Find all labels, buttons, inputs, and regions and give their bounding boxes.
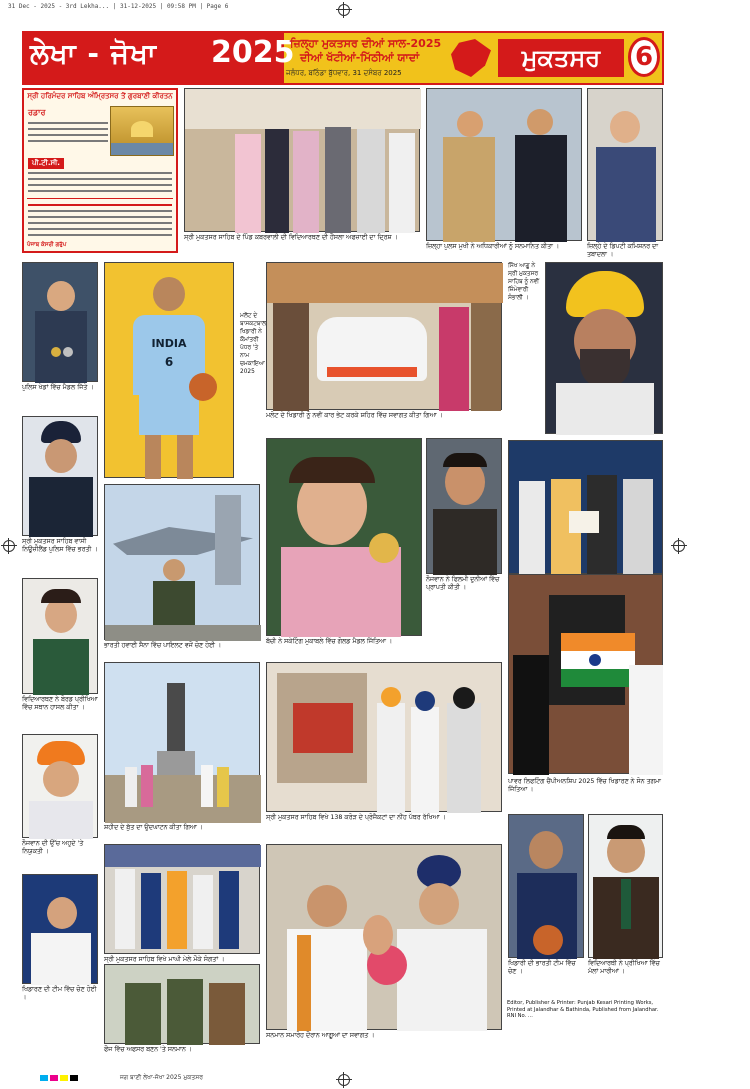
photo-maghi-mela-gathering [104,844,260,954]
photo-nz-police-officer [22,416,98,536]
page-footer: ਜਗ ਬਾਣੀ ਲੇਖਾ-ਜੋਖਾ 2025 ਮੁਕਤਸਰ [120,1074,203,1081]
ad-text-line [28,234,172,236]
caption: ਨੌਜਵਾਨ ਨੇ ਫਿਲਮੀ ਦੁਨੀਆਂ ਵਿੱਚ ਪ੍ਰਾਪਤੀ ਕੀਤੀ । [426,576,500,592]
district-name: ਮੁਕਤਸਰ [498,39,624,77]
caption: ਪੁਲਿਸ ਖੇਡਾਂ ਵਿੱਚ ਮੈਡਲ ਜਿੱਤੇ । [22,384,94,391]
caption: ਨੌਜਵਾਨ ਦੀ ਉੱਚ ਅਹੁਦੇ 'ਤੇ ਨਿਯੁਕਤੀ । [22,840,84,856]
caption: ਮਲੋਟ ਦੇ ਖਿਡਾਰੀ ਨੂੰ ਨਵੀਂ ਕਾਰ ਭੇਟ ਕਰਕੇ ਸ਼ਹਿਰ ਵਿੱਚ ਸਵਾਗਤ ਕੀਤਾ ਗਿਆ । [266,412,443,419]
color-bar [40,1075,48,1081]
photo-award-ceremony [184,88,420,232]
ad-text-line [28,134,108,136]
photo-army-ceremony [104,964,260,1044]
registration-mark [673,540,685,552]
caption: ਫੌਜ ਵਿੱਚ ਅਫਸਰ ਬਣਨ 'ਤੇ ਸਨਮਾਨ । [104,1046,193,1053]
ad-title: ਸ੍ਰੀ ਹਰਿਮੰਦਰ ਸਾਹਿਬ ਅੰਮ੍ਰਿਤਸਰ ਤੋਂ ਗੁਰਬਾਣੀ ਕੀਰਤਨ [27,92,173,100]
ad-divider [27,198,173,199]
photo-fighter-pilot [104,484,260,640]
caption: ਪਾਵਰ ਲਿਫਟਿੰਗ ਚੈਂਪੀਅਨਸ਼ਿਪ 2025 ਵਿੱਚ ਖਿਡਾਰਣ ਨੇ ਸੋਨ ਤਗਮਾ ਜਿੱਤਿਆ । [508,778,661,794]
caption: ਸ੍ਰੀ ਮੁਕਤਸਰ ਸਾਹਿਬ ਵਾਸੀ ਨਿਊਜ਼ੀਲੈਂਡ ਪੁਲਿਸ ਵਿੱਚ ਭਰਤੀ । [22,538,98,554]
color-bar [60,1075,68,1081]
masthead [22,31,664,85]
color-bar [70,1075,78,1081]
ad-text-line [28,216,172,218]
caption: ਸਨਮਾਨ ਸਮਾਰੋਹ ਦੌਰਾਨ ਆਗੂਆਂ ਦਾ ਸਵਾਗਤ । [266,1032,375,1039]
masthead-subtitle-2: ਦੀਆਂ ਖੱਟੀਆਂ-ਮਿੱਠੀਆਂ ਯਾਦਾਂ [300,51,420,64]
photo-statue-inauguration [104,662,260,822]
photo-powerlifting-champion [508,574,663,774]
caption: ਜ਼ਿਲ੍ਹੇ ਦੇ ਡਿਪਟੀ ਕਮਿਸ਼ਨਰ ਦਾ ਤਬਾਦਲਾ । [587,243,659,259]
photo-car-welcome-procession [266,262,502,410]
caption: ਬੱਚੀ ਨੇ ਸਕੇਟਿੰਗ ਮੁਕਾਬਲੇ ਵਿੱਚ ਗੋਲਡ ਮੈਡਲ ਜਿੱਤਿਆ । [266,638,393,645]
ad-text-line [28,122,108,124]
photo-student-boy [588,814,663,958]
page-number: 6 [628,37,660,77]
photo-sportswoman [22,874,98,984]
masthead-dateline: ਜਲੰਧਰ, ਬਠਿੰਡਾ ਬੁੱਧਵਾਰ, 31 ਦਸੰਬਰ 2025 [286,69,402,77]
registration-mark [3,540,15,552]
publisher-credits: Editor, Publisher & Printer: Punjab Kesari Printing Works, Printed at Jalandhar & Bathinda, Published from Jalandhar. RNI No. ... [507,1000,659,1020]
photo-police-medalist [22,262,98,382]
print-slug: 31 Dec - 2025 - 3rd Lekha... | 31-12-2025 | 09:58 PM | Page 6 [8,3,229,10]
photo-police-officers [426,88,582,241]
jersey-country: INDIA [151,337,187,350]
photo-man-orange-turban [22,734,98,838]
photo-girl-with-medal [266,438,422,636]
golden-temple-image [110,106,174,156]
punjab-map-icon [451,39,491,77]
photo-foundation-stone [266,662,502,812]
masthead-year: 2025 [211,35,295,70]
photo-deputy-commissioner [587,88,663,241]
masthead-title: ਲੇਖਾ - ਜੋਖਾ [30,37,157,70]
ad-text-line [28,172,172,174]
photo-basketball-team-player [508,814,584,958]
ad-text-line [28,128,108,130]
ad-tag: ਰਡਾਰ [28,108,46,117]
caption: ਸ੍ਰੀ ਮੁਕਤਸਰ ਸਾਹਿਬ ਵਿਖੇ ਮਾਘੀ ਮੇਲੇ ਮੌਕੇ ਸੰਗਤਾਂ । [104,956,225,963]
color-bar [50,1075,58,1081]
caption: ਖਿਡਾਰੀ ਦੀ ਭਾਰਤੀ ਟੀਮ ਵਿੱਚ ਚੋਣ । [508,960,576,976]
caption: ਸ੍ਰੀ ਮੁਕਤਸਰ ਸਾਹਿਬ ਦੇ ਪਿੰਡ ਕਬਰਵਾਲੀ ਦੀ ਵਿਦਿਆਰਥਣ ਦੀ ਹੌਂਸਲਾ ਅਫਜ਼ਾਈ ਦਾ ਦ੍ਰਿਸ਼ । [184,234,398,241]
photo-basketball-player [104,262,234,478]
caption: ਵਿਦਿਆਰਥਣ ਨੇ ਬੋਰਡ ਪ੍ਰੀਖਿਆ ਵਿੱਚ ਸਥਾਨ ਹਾਸਲ ਕੀਤਾ । [22,696,98,712]
registration-mark [338,4,350,16]
ad-text-line [28,184,172,186]
ad-footer: ਪੰਜਾਬ ਕੇਸਰੀ ਗਰੁੱਪ [27,242,67,248]
ad-text-line [28,210,172,212]
caption: ਸਿੱਖ ਆਗੂ ਨੇ ਸ੍ਰੀ ਮੁਕਤਸਰ ਸਾਹਿਬ ਨੂੰ ਨਵੀਂ ਜ਼ਿੰਮੇਵਾਰੀ ਸੰਭਾਲੀ । [508,263,540,301]
photo-sikh-leader [545,262,663,434]
caption: ਸ਼ਹੀਦ ਦੇ ਬੁੱਤ ਦਾ ਉਦਘਾਟਨ ਕੀਤਾ ਗਿਆ । [104,824,203,831]
jersey-number: 6 [164,355,174,369]
photo-young-man [426,438,502,574]
ad-text-line [28,228,172,230]
photo-student-girl [22,578,98,694]
caption: ਸ੍ਰੀ ਮੁਕਤਸਰ ਸਾਹਿਬ ਵਿਖੇ 138 ਕਰੋੜ ਦੇ ਪ੍ਰੋਜੈਕਟਾਂ ਦਾ ਨੀਂਹ ਪੱਥਰ ਰੱਖਿਆ । [266,814,446,821]
ad-badge: ਪੀ.ਟੀ.ਸੀ. [28,158,64,169]
ad-text-line [28,222,172,224]
ad-text-line [28,190,172,192]
gurbani-kirtan-ad [22,88,178,253]
caption: ਮਲੋਟ ਦੇ ਬਾਸਕਟਬਾਲ ਖਿਡਾਰੀ ਨੇ ਕੌਮਾਂਤਰੀ ਪੱਧਰ 'ਤੇ ਨਾਮ ਚਮਕਾਇਆ 2025 [240,313,266,375]
caption: ਖਿਡਾਰਣ ਦੀ ਟੀਮ ਵਿੱਚ ਚੋਣ ਹੋਈ । [22,986,97,1002]
photo-welcome-bouquet [266,844,502,1030]
ad-text-line [28,178,172,180]
caption: ਵਿਦਿਆਰਥੀ ਨੇ ਪ੍ਰੀਖਿਆ ਵਿੱਚ ਮੱਲਾਂ ਮਾਰੀਆਂ । [588,960,660,976]
photo-cm-honour [508,440,663,574]
caption: ਭਾਰਤੀ ਹਵਾਈ ਸੈਨਾ ਵਿੱਚ ਪਾਇਲਟ ਵਜੋਂ ਚੋਣ ਹੋਈ । [104,642,222,649]
ad-text-line [28,140,108,142]
masthead-subtitle: ਜ਼ਿਲ੍ਹਾ ਮੁਕਤਸਰ ਦੀਆਂ ਸਾਲ-2025 [290,37,442,50]
ad-text-line [28,204,172,206]
caption: ਜ਼ਿਲ੍ਹਾ ਪੁਲਸ ਮੁਖੀ ਨੇ ਅਧਿਕਾਰੀਆਂ ਨੂੰ ਸਨਮਾਨਿਤ ਕੀਤਾ । [426,243,560,250]
